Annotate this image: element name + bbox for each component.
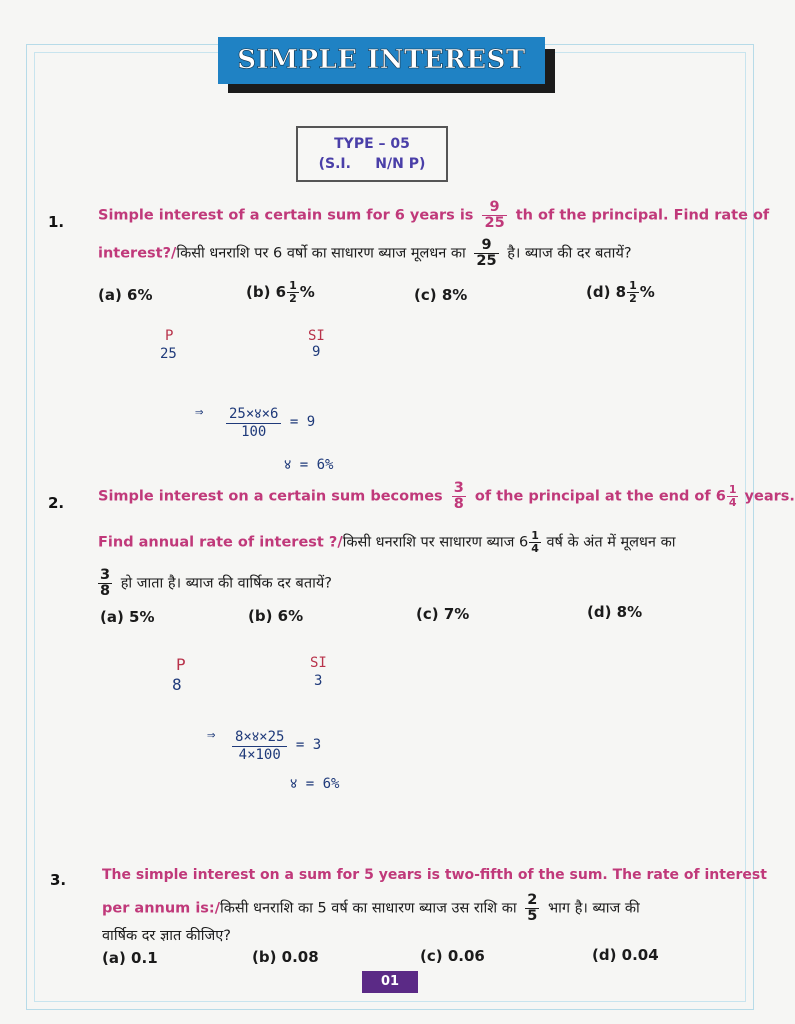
question-1-number: 1. [48, 213, 65, 231]
work-2-fraction [232, 727, 287, 763]
work-2-si-label: SI [310, 655, 327, 671]
question-2-fraction [452, 481, 466, 512]
question-2-line-1 [98, 481, 795, 512]
fraction-denominator: 8 [453, 496, 464, 512]
work-1-p-label: P [165, 328, 174, 344]
option-b-percent: % [299, 283, 315, 301]
question-1-option-b [246, 280, 315, 305]
work-1-si-value: 9 [312, 344, 321, 360]
question-2-text: Simple interest on a certain sum becomes [98, 488, 443, 505]
question-3-hindi-cont: भाग है। ब्याज की [547, 900, 640, 917]
fraction-numerator: 25×४×6 [226, 404, 281, 424]
question-2-text-years: years. [744, 488, 795, 505]
question-2-hindi-fraction [98, 568, 112, 599]
fraction-denominator: 4 [728, 496, 737, 509]
question-1-option-c: (c) 8% [414, 286, 468, 304]
question-1-hindi: किसी धनराशि पर 6 वर्षो का साधारण ब्याज मूलधन का [176, 245, 466, 262]
fraction-numerator: 1 [531, 529, 539, 542]
work-1-fraction [226, 404, 281, 440]
option-d-fraction [627, 280, 639, 305]
work-2-result: ४ = 6% [290, 776, 340, 792]
option-d-whole: (d) 8 [586, 283, 627, 301]
question-2-hindi: किसी धनराशि पर साधारण ब्याज 6 [342, 534, 529, 551]
question-2-hindi-cont: वर्ष के अंत में मूलधन का [546, 534, 676, 551]
type-sublabel: (S.I. N/N P) [318, 156, 426, 172]
fraction-numerator: 9 [482, 200, 506, 216]
option-b-whole: (b) 6 [246, 283, 287, 301]
question-3-option-b: (b) 0.08 [252, 948, 319, 966]
question-3-option-c: (c) 0.06 [420, 947, 485, 965]
fraction-denominator: 4 [531, 542, 539, 555]
fraction-numerator: 1 [289, 279, 297, 292]
fraction-numerator: 3 [100, 567, 111, 583]
fraction-numerator: 1 [728, 483, 737, 496]
question-3-number: 3. [50, 871, 67, 889]
page-title: SIMPLE INTEREST [218, 37, 545, 84]
question-2-text-cont: of the principal at the end of 6 [474, 488, 726, 505]
question-2-option-b: (b) 6% [248, 607, 304, 625]
question-2-hindi-end: हो जाता है। ब्याज की वार्षिक दर बतायें? [120, 575, 332, 592]
question-3-line-3: वार्षिक दर ज्ञात कीजिए? [102, 928, 231, 944]
fraction-numerator: 9 [474, 238, 498, 254]
question-3-hindi: किसी धनराशि का 5 वर्ष का साधारण ब्याज उस राशि का [220, 900, 517, 917]
question-1-option-d [586, 280, 655, 305]
work-1-equals: = 9 [289, 414, 316, 430]
question-3-hindi-fraction [525, 893, 539, 924]
option-d-percent: % [639, 283, 655, 301]
fraction-denominator: 100 [241, 424, 267, 440]
question-2-hindi-mixed-fraction [529, 530, 541, 555]
work-1-si-label: SI [308, 328, 325, 344]
fraction-denominator: 25 [484, 215, 505, 231]
fraction-denominator: 5 [527, 908, 538, 924]
work-1-p-value: 25 [160, 346, 177, 362]
question-1-line-1 [98, 200, 769, 231]
page-border-inner [34, 52, 746, 1002]
fraction-denominator: 2 [289, 292, 297, 305]
question-1-option-a: (a) 6% [98, 286, 153, 304]
question-1-line-2 [98, 238, 632, 269]
work-1-arrow: ⇒ [195, 404, 204, 420]
fraction-numerator: 3 [453, 480, 464, 496]
work-2-arrow: ⇒ [207, 727, 216, 743]
fraction-denominator: 8 [100, 583, 111, 599]
question-3-text-end: per annum is:/ [102, 900, 221, 917]
question-1-hindi-fraction [474, 238, 498, 269]
question-2-option-c: (c) 7% [416, 605, 470, 623]
question-2-text-end: Find annual rate of interest ?/ [98, 534, 343, 551]
option-b-fraction [287, 280, 299, 305]
type-label: TYPE – 05 [334, 136, 410, 152]
fraction-denominator: 4×100 [238, 747, 281, 763]
page-number: 01 [362, 971, 418, 993]
question-3-option-a: (a) 0.1 [102, 949, 158, 967]
work-2-p-value: 8 [172, 675, 182, 694]
question-1-fraction [482, 200, 506, 231]
question-3-line-1: The simple interest on a sum for 5 years is two-fifth of the sum. The rate of interest [102, 867, 767, 883]
question-2-number: 2. [48, 494, 65, 512]
fraction-numerator: 1 [629, 279, 637, 292]
fraction-numerator: 8×४×25 [232, 727, 287, 747]
work-2-equation [232, 727, 321, 763]
question-3-line-2 [102, 893, 640, 924]
fraction-denominator: 2 [629, 292, 637, 305]
work-2-equals: = 3 [295, 737, 322, 753]
question-1-hindi-end: है। ब्याज की दर बतायें? [507, 245, 632, 262]
question-1-text: Simple interest of a certain sum for 6 years is [98, 207, 474, 224]
question-3-option-d: (d) 0.04 [592, 946, 659, 964]
question-2-line-3 [98, 568, 332, 599]
question-1-text-end: interest?/ [98, 245, 177, 262]
work-2-p-label: P [176, 655, 186, 674]
question-1-text-cont: th of the principal. Find rate of [515, 207, 770, 224]
fraction-denominator: 25 [476, 253, 497, 269]
type-label-box [296, 126, 448, 182]
question-2-mixed-fraction [727, 484, 739, 509]
work-1-equation [226, 404, 315, 440]
question-2-option-d: (d) 8% [587, 603, 643, 621]
work-2-si-value: 3 [314, 673, 323, 689]
fraction-numerator: 2 [527, 892, 538, 908]
work-1-result: ४ = 6% [284, 457, 334, 473]
question-2-line-2 [98, 530, 675, 555]
question-2-option-a: (a) 5% [100, 608, 155, 626]
